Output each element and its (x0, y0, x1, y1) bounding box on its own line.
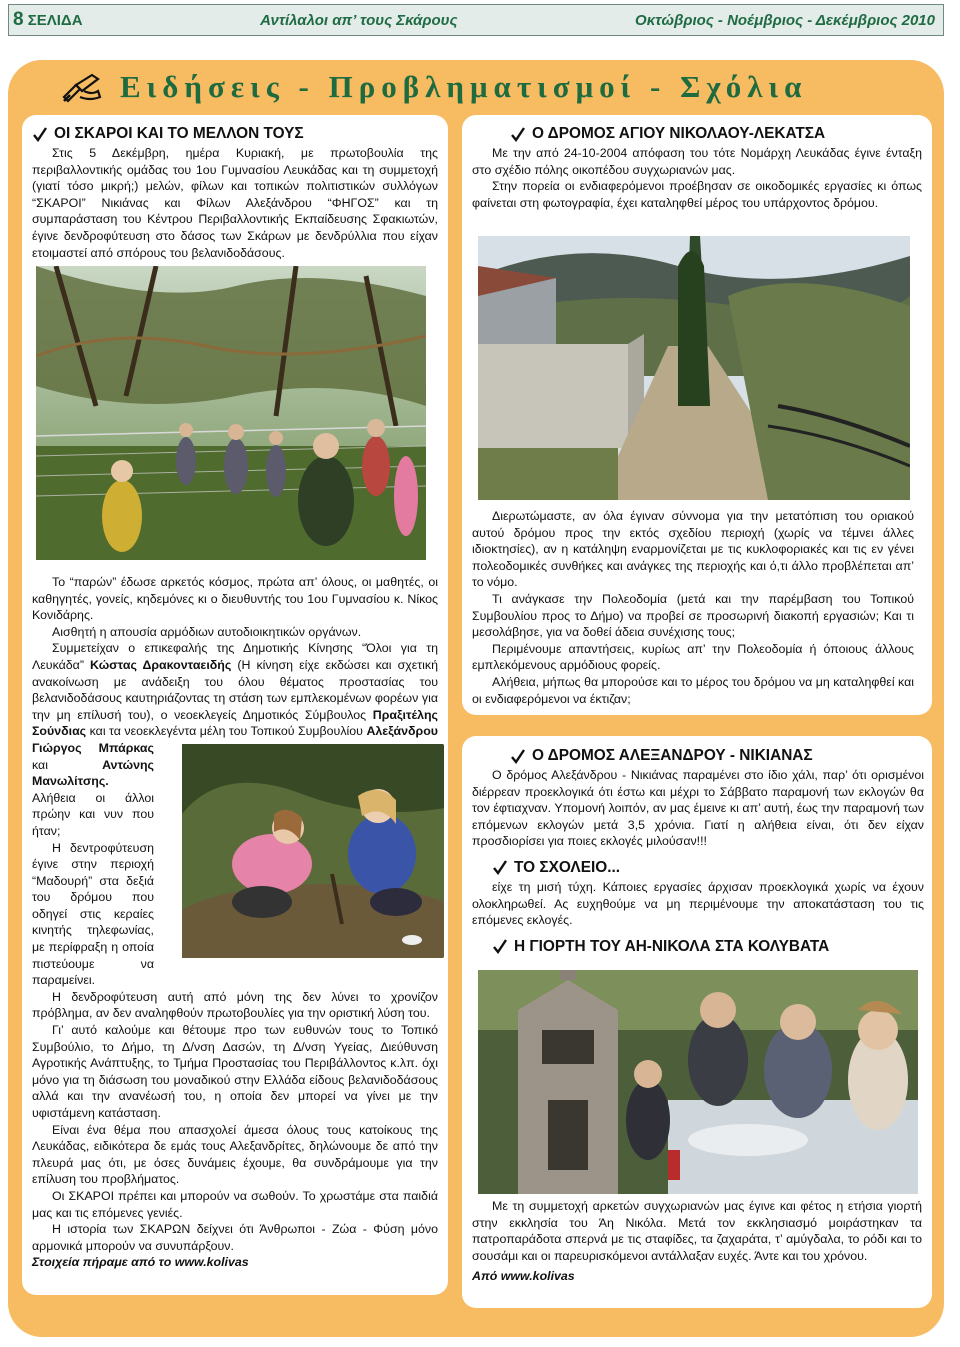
paragraph: Η ιστορία των ΣΚΑΡΩΝ δείχνει ότι Άνθρωποι - Ζώα - Φύση μόνο αρμονικά μπορούν να συνυπάρξουν. (32, 1222, 438, 1253)
feast-article-body (472, 1198, 922, 1285)
person-name: Κώστας Δρακονταειδής (90, 657, 232, 672)
paragraph: Με την από 24-10-2004 απόφαση του τότε Νομάρχη Λευκάδας έγινε ένταξη στο σχέδιο πόλης οικοπέδου συγχωριανών μας. (472, 146, 922, 177)
paragraph: είχε τη μισή τύχη. Κάποιες εργασίες άρχισαν προεκλογικά χωρίς να έχουν ολοκληρωθεί. Ας ευχηθούμε να μη περιμένουμε την αποκατάσταση του τις επόμενες εκλογές. (472, 879, 924, 928)
checkmark-icon (492, 938, 508, 954)
article-heading: Ο ΔΡΟΜΟΣ ΑΓΙΟΥ ΝΙΚΟΛΑΟΥ-ΛΕΚΑΤΣΑ (472, 124, 922, 143)
paragraph: Συμμετείχαν ο επικεφαλής της Δημοτικής Κίνησης “Όλοι για τη Λευκάδα” Κώστας Δρακονταειδής (Η κίνηση είχε εκδώσει και σχετική ανακοίνωση με ανάδειξη του όλου θέματος προστασίας του βελανιδοδάσους καυτηριάζοντας τη στάση των εμπλεκομένων φορέων για την μη επίλυσή του), ο νεοεκλεγείς Δημοτικός Σύμβουλος Πραξιτέλης Σούνδιας και τα νεοεκλεγέντα μέλη του Τοπικού Συμβουλίου Αλεξάνδρου Γιώργος Μπάρκας και Αντώνης Μανωλίτσης. Αλήθεια οι άλλοι πρώην και νυν που ήταν; (32, 640, 438, 839)
paragraph: Αισθητή η απουσία αρμόδιων αυτοδιοικητικών οργάνων. (52, 624, 362, 639)
page-header (8, 4, 944, 36)
left-article (32, 124, 438, 261)
paragraph: Η δενδροφύτευση αυτή από μόνη της δεν λύνει το χρονίζον πρόβλημα, αν δεν αναληφθούν πρωτοβουλίες για την οριστική λύση του. (32, 989, 438, 1021)
pen-hand-icon (62, 71, 102, 103)
section-title: Ειδήσεις - Προβληματισμοί - Σχόλια (62, 66, 922, 108)
person-name: Πραξιτέλης Σούνδιας (32, 707, 438, 739)
paragraph: Διερωτώμαστε, αν όλα έγιναν σύννομα για την μετατόπιση του οριακού αυτού δρόμου προς την εκτός σχεδίου περιοχή (χωρίς να τέμνει άλλες ιδιοκτησίες), αν η κατάληψη εναρμονίζεται με τις κυκλοφοριακές και τις εν γένει πολεοδομικές συνθήκες και ανάγκες της περιοχής και ό,τι άλλο προβλέπεται απ’ το νόμο. (472, 509, 914, 590)
checkmark-icon (510, 126, 526, 142)
paragraph: Τι ανάγκασε την Πολεοδομία (μετά και την παρέμβαση του Τοπικού Συμβουλίου προς το Δήμο) να προβεί σε προσωρινή διακοπή εργασιών; Και τι μεσολάβησε, για να δοθεί άδεια συνέχισης τους; (472, 591, 914, 640)
article-source: Από www.kolivas (472, 1269, 575, 1284)
checkmark-icon (492, 859, 508, 875)
checkmark-icon (510, 748, 526, 764)
road-photo (478, 236, 910, 500)
paragraph: Με τη συμμετοχή αρκετών συγχωριανών μας έγινε και φέτος η ετήσια γιορτή στην εκκλησία του Άη Νικόλα. Μετά τον εκκλησιασμό μοιράστηκαν τα πατροπαράδοτα σπερνά με τις σταφίδες, τα ζαχαράτα, τ’ αμύγδαλα, το ρόδι και το σουσάμι και οι παρευρισκόμενοι αντάλλαξαν ευχές. Άντε και του χρόνου. (472, 1199, 922, 1263)
paragraph: Αλήθεια, μήπως θα μπορούσε και το μέρος του δρόμου να μη καταληφθεί και οι ενδιαφερόμενοι να έκτιζαν; (472, 674, 914, 706)
article-heading: ΤΟ ΣΧΟΛΕΙΟ... (472, 858, 924, 877)
paragraph: Οι ΣΚΑΡΟΙ πρέπει και μπορούν να σωθούν. Το χρωστάμε στα παιδιά μας και τις επόμενες γενιές. (32, 1188, 438, 1220)
article-heading: ΟΙ ΣΚΑΡΟΙ ΚΑΙ ΤΟ ΜΕΛΛΟΝ ΤΟΥΣ (32, 124, 438, 143)
page-number: 8 ΣΕΛΙΔΑ (13, 9, 83, 30)
children-planting-photo (162, 744, 444, 958)
person-name: Αντώνης Μανωλίτσης. (32, 757, 154, 789)
paragraph: Γι’ αυτό καλούμε και θέτουμε προ των ευθυνών τους το Τοπικό Συμβούλιο, το Δήμο, τη Δ/νση Δασών, τη Δ/νση Υγείας, Διεύθυνση Αγροτικής Ανάπτυξης, το Τμήμα Προστασίας του Περιβάλλοντος κ.λπ. όχι μόνο για τη διάσωση του μοναδικού στην Ελλάδα είδους βελανιδοδάσους αλλά και την ανανέωσή του, η οποία δεν μπορεί να γίνει με την υφιστάμενη κατάσταση. (32, 1023, 438, 1120)
paragraph: Περιμένουμε απαντήσεις, κυρίως απ’ την Πολεοδομία ή όποιους άλλους εμπλεκόμενους αρμόδιους φορείς. (472, 641, 914, 673)
paragraph: Ο δρόμος Αλεξάνδρου - Νικιάνας παραμένει στο ίδιο χάλι, παρ’ ότι ορισμένοι διέρρεαν προεκλογικά ότι έστω και μέχρι το Σάββατο παραμονή των εκλογών θα τον έφτιαχναν. Υπομονή λοιπόν, αν μας έμεινε κι απ’ αυτή, έως την παραμονή των επόμενων εκλογών μετά 3,5 χρόνια. Γιατί η αλήθεια είναι, ότι δεν είχαν προσδιορίσει για ποιες εκλογές μιλούσαν!!! (472, 768, 924, 849)
article-heading: Η ΓΙΟΡΤΗ ΤΟΥ ΑΗ-ΝΙΚΟΛΑ ΣΤΑ ΚΟΛΥΒΑΤΑ (472, 937, 924, 956)
article-heading: Ο ΔΡΟΜΟΣ ΑΛΕΞΑΝΔΡΟΥ - ΝΙΚΙΑΝΑΣ (472, 746, 924, 765)
paragraph: Το “παρών” έδωσε αρκετός κόσμος, πρώτα απ’ όλους, οι μαθητές, οι καθηγητές, γονείς, κηδεμόνες κι ο διευθυντής του 1ου Γυμνασίου κ. Νίκος Κονιδάρης. (32, 575, 438, 623)
article-intro: Στις 5 Δεκέμβρη, ημέρα Κυριακή, με πρωτοβουλία της περιβαλλοντικής ομάδας του 1ου Γυμνασίου Λευκάδας και τη συμμετοχή (γιατί τόσο μικρή;) μελών, φίλων και τοπικών πολιτιστικών συλλόγων “ΣΚΑΡΟΙ” Νικιάνας και Φίλων Αλεξάνδρου “ΦΗΓΟΣ” και τη συμπαράσταση του Κέντρου Περιβαλλοντικής Εκπαίδευσης Σφακιωτών, έγινε δενδροφύτευση στο δάσος των Σκάρων με δενδρύλλια που είχαν ετοιμαστεί από σπόρους του βελανιδοδάσους. (32, 146, 438, 260)
checkmark-icon (32, 126, 48, 142)
article-source: Στοιχεία πήραμε από το www.kolivas (32, 1255, 249, 1270)
saint-nicholas-feast-photo (478, 970, 918, 1194)
paragraph: Στην πορεία οι ενδιαφερόμενοι προέβησαν σε οικοδομικές εργασίες κι όπως φαίνεται στη φωτογραφία, έχει καταληφθεί μέρος του υπάρχοντος δρόμου. (472, 179, 922, 210)
tree-planting-group-photo (36, 266, 426, 560)
left-article-body (32, 574, 438, 1271)
publication-name: Αντίλαλοι απ’ τους Σκάρους (260, 11, 458, 29)
road-article-body (472, 508, 914, 707)
news-briefs (472, 746, 924, 956)
paragraph: Η δεντροφύτευση έγινε στην περιοχή “Μαδουρή” στα δεξιά του δρόμου που οδηγεί στις κεραίες κινητής τηλεφωνίας, με περίφραξη η οποία πιστεύουμε να παραμείνει. (32, 840, 154, 988)
road-article (472, 124, 922, 211)
issue-date: Οκτώβριος - Νοέμβριος - Δεκέμβριος 2010 (635, 11, 935, 29)
person-name: Αλεξάνδρου Γιώργος Μπάρκας (32, 724, 438, 755)
paragraph: Είναι ένα θέμα που απασχολεί άμεσα όλους τους κατοίκους της Λευκάδας, ειδικότερα δε εμάς τους Αλεξανδρίτες, δηλώνουμε δε από την πλευρά μας ότι, με όσες δυνάμεις έχουμε, θα συνδράμουμε για την επίλυση του προβλήματος. (32, 1122, 438, 1187)
